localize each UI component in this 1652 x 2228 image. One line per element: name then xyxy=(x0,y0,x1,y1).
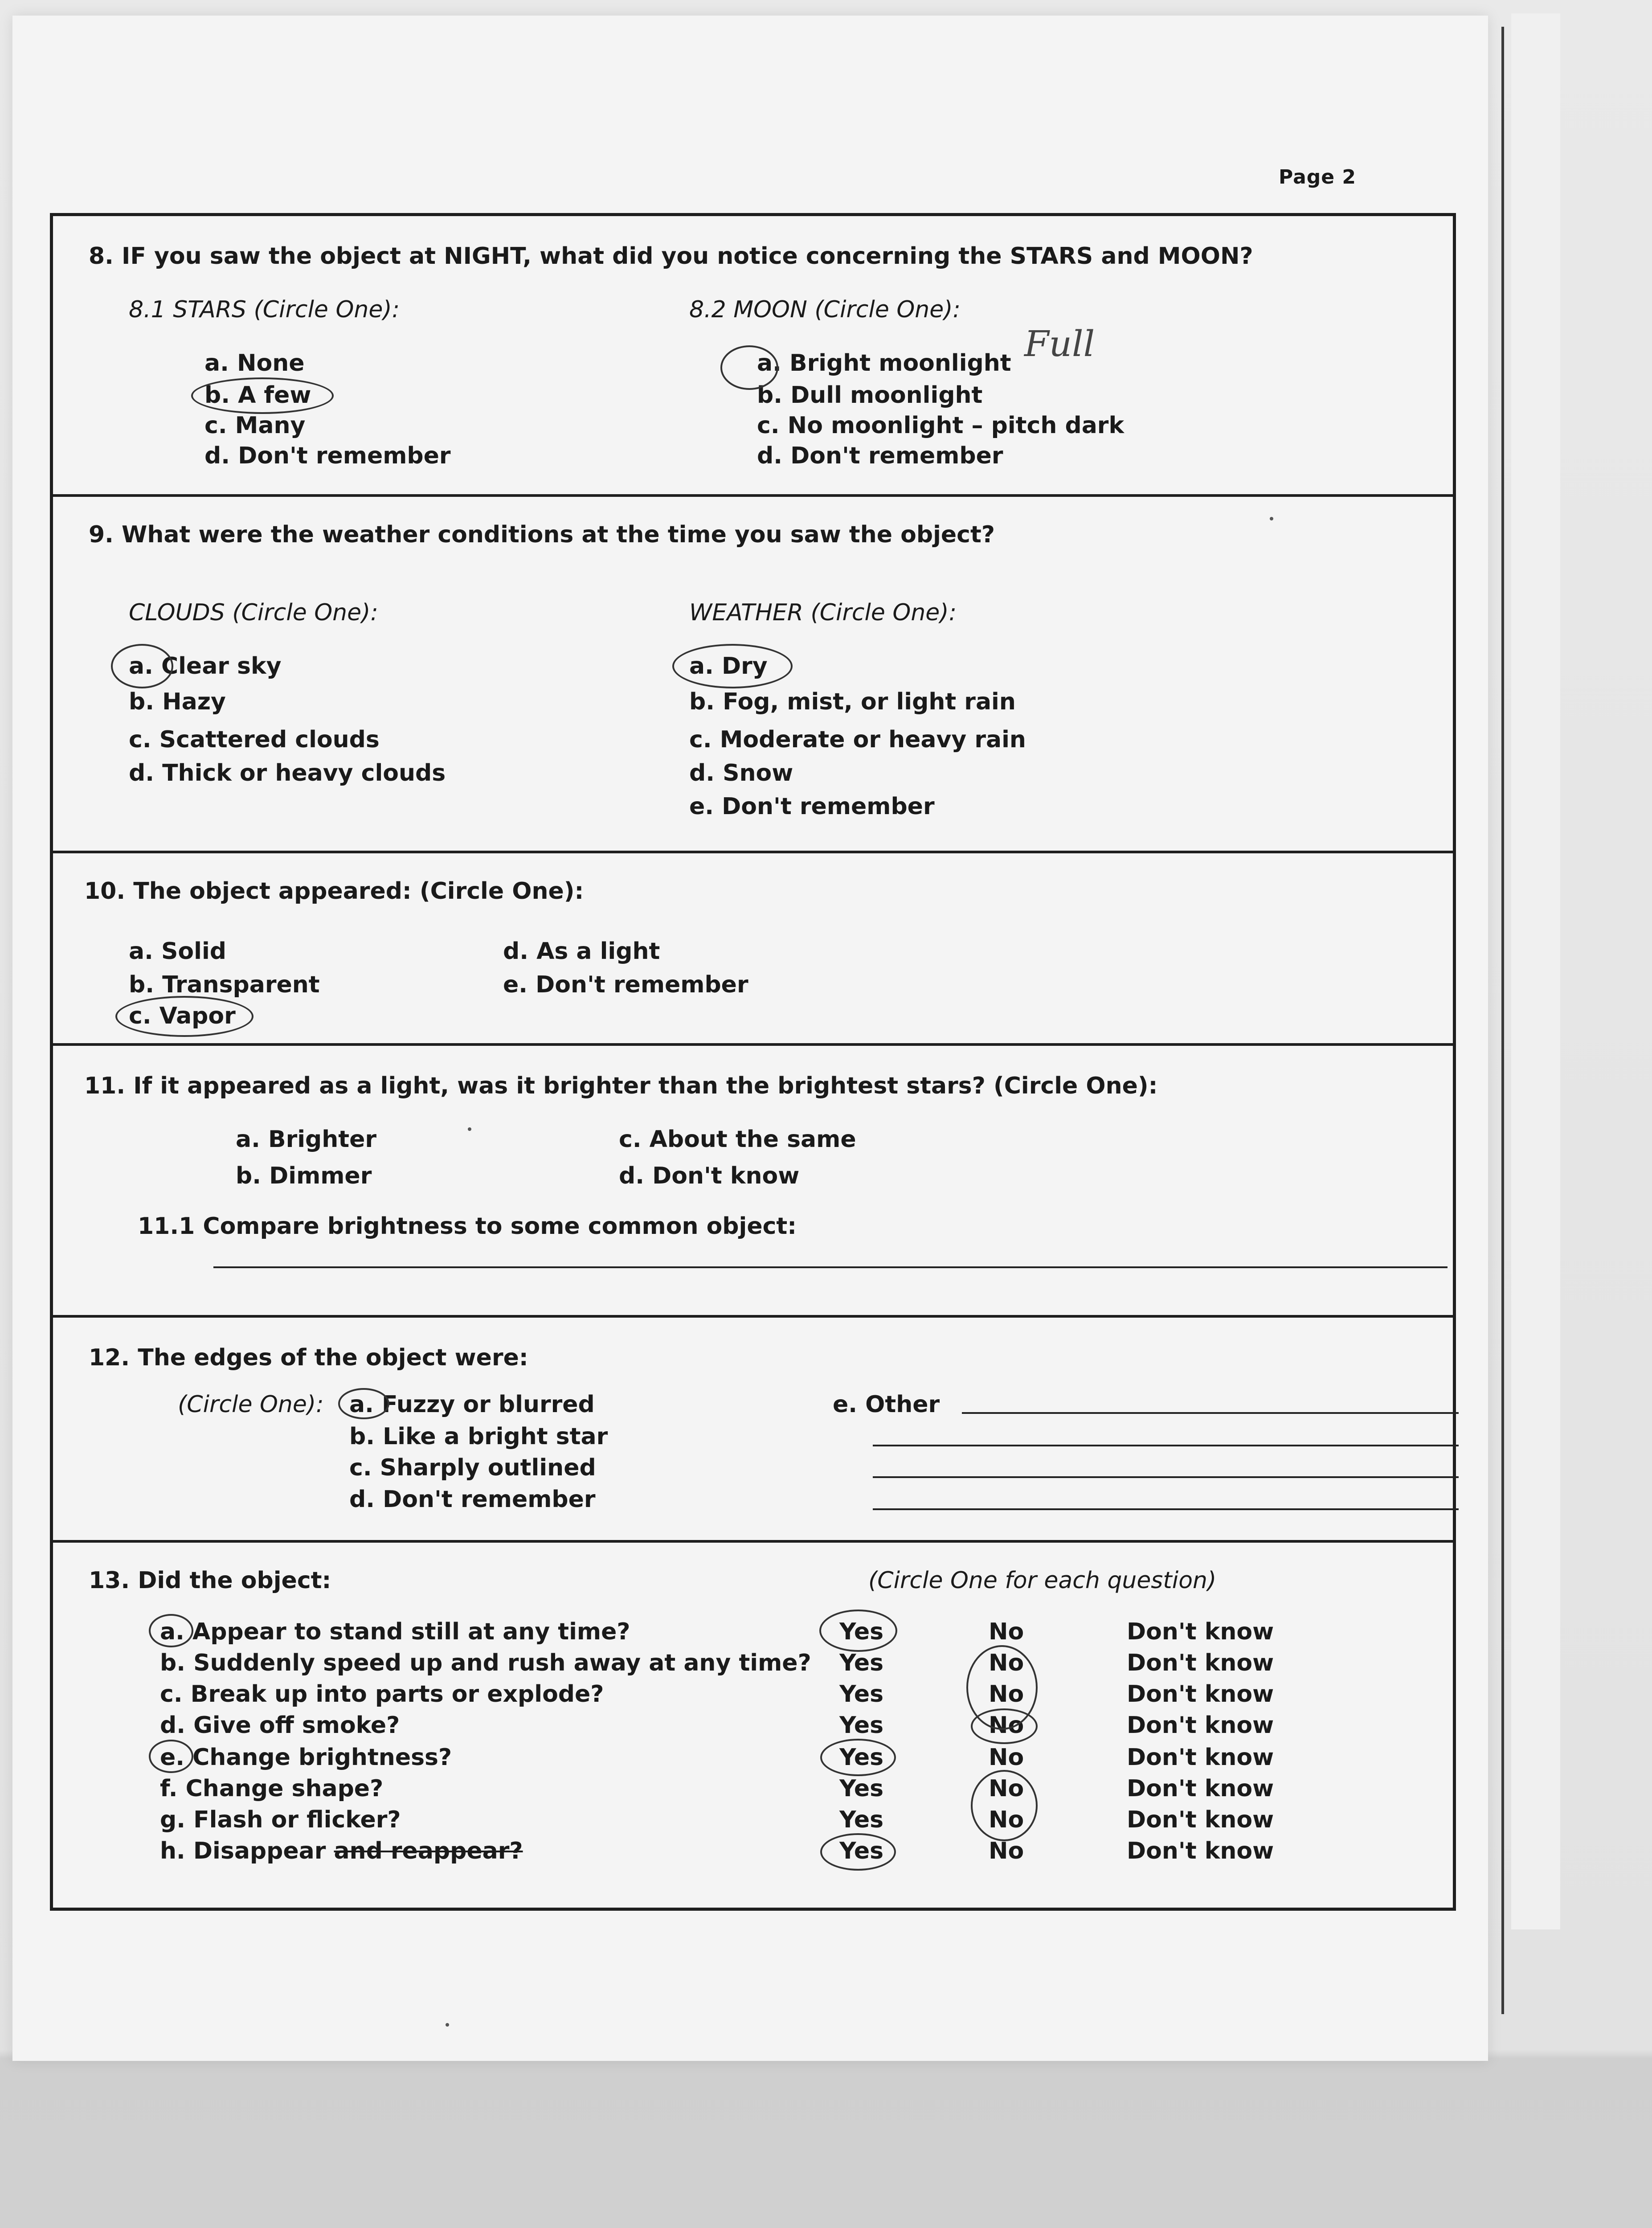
q12-option[interactable]: b. Like a bright star xyxy=(349,1423,608,1450)
handwritten-note: Full xyxy=(1024,323,1095,365)
clouds-selection-circle xyxy=(111,644,173,688)
q13-dont-know-option[interactable]: Don't know xyxy=(1127,1838,1274,1864)
q13-row-e-item-circle xyxy=(149,1740,193,1773)
q12-option[interactable]: c. Sharply outlined xyxy=(349,1454,596,1481)
weather-option[interactable]: a. Dry xyxy=(689,653,768,680)
q13-row-e-yes-circle xyxy=(820,1739,896,1776)
q12-option[interactable]: a. Fuzzy or blurred xyxy=(349,1391,595,1418)
q13-row-item: e. Change brightness? xyxy=(160,1744,452,1771)
q13-yes-option[interactable]: Yes xyxy=(839,1618,884,1645)
q12-selection-circle xyxy=(338,1388,389,1419)
q13-no-option[interactable]: No xyxy=(989,1618,1024,1645)
q11-option[interactable]: b. Dimmer xyxy=(236,1163,372,1189)
moon-selection-circle xyxy=(720,345,778,390)
stars-option[interactable]: b. A few xyxy=(204,382,311,409)
q11-question: 11. If it appeared as a light, was it brighter than the brightest stars? (Circle One): xyxy=(84,1073,1158,1099)
weather-option[interactable]: e. Don't remember xyxy=(689,793,935,820)
section-q12 xyxy=(53,1318,1453,1543)
q13-dont-know-option[interactable]: Don't know xyxy=(1127,1618,1274,1645)
q13-no-option[interactable]: No xyxy=(989,1681,1024,1708)
q11-subquestion: 11.1 Compare brightness to some common object: xyxy=(138,1213,797,1240)
q8-moon-label: 8.2 MOON (Circle One): xyxy=(689,296,961,323)
q9-weather-label: WEATHER (Circle One): xyxy=(689,599,957,626)
questionnaire-form xyxy=(50,213,1456,1911)
q12-circle-label: (Circle One): xyxy=(178,1391,324,1418)
weather-option[interactable]: d. Snow xyxy=(689,760,793,786)
q11-option[interactable]: a. Brighter xyxy=(236,1126,377,1153)
q13-row-item: g. Flash or flicker? xyxy=(160,1806,401,1833)
section-q9 xyxy=(53,497,1453,853)
q13-dont-know-option[interactable]: Don't know xyxy=(1127,1775,1274,1802)
moon-option[interactable]: c. No moonlight – pitch dark xyxy=(757,412,1125,439)
q13-row-item-main: h. Disappear xyxy=(160,1838,326,1864)
q13-no-option[interactable]: No xyxy=(989,1650,1024,1676)
weather-option[interactable]: c. Moderate or heavy rain xyxy=(689,726,1026,753)
q13-dont-know-option[interactable]: Don't know xyxy=(1127,1744,1274,1771)
q9-question: 9. What were the weather conditions at the time you saw the object? xyxy=(89,521,995,548)
adjacent-page-strip xyxy=(1511,13,1560,1929)
q13-no-option[interactable]: No xyxy=(989,1712,1024,1739)
moon-option[interactable]: d. Don't remember xyxy=(757,442,1003,469)
q11-option[interactable]: c. About the same xyxy=(619,1126,856,1153)
q10-option[interactable]: b. Transparent xyxy=(129,971,320,998)
stars-selection-circle xyxy=(191,377,334,414)
q13-no-option[interactable]: No xyxy=(989,1744,1024,1771)
q13-question: 13. Did the object: xyxy=(89,1567,331,1594)
q8-stars-label: 8.1 STARS (Circle One): xyxy=(129,296,400,323)
q13-row-item xyxy=(160,1838,523,1864)
section-q10 xyxy=(53,853,1453,1046)
stars-option[interactable]: a. None xyxy=(204,350,305,377)
scan-speck xyxy=(1270,517,1273,520)
q13-yes-option[interactable]: Yes xyxy=(839,1806,884,1833)
scan-speck xyxy=(446,2023,449,2027)
section-q8 xyxy=(53,216,1453,497)
stars-option[interactable]: c. Many xyxy=(204,412,306,439)
other-answer-line[interactable] xyxy=(873,1476,1459,1478)
q13-row-item: f. Change shape? xyxy=(160,1775,384,1802)
section-q11 xyxy=(53,1046,1453,1318)
sheet-right-edge xyxy=(1501,27,1504,2014)
page-number: Page 2 xyxy=(1279,166,1357,188)
q13-yes-option[interactable]: Yes xyxy=(839,1650,884,1676)
q10-option[interactable]: e. Don't remember xyxy=(503,971,748,998)
weather-selection-circle xyxy=(672,644,793,688)
other-answer-line[interactable] xyxy=(873,1508,1459,1510)
stars-option[interactable]: d. Don't remember xyxy=(204,442,451,469)
clouds-option[interactable]: d. Thick or heavy clouds xyxy=(129,760,446,786)
q13-yes-option[interactable]: Yes xyxy=(839,1838,884,1864)
clouds-option[interactable]: c. Scattered clouds xyxy=(129,726,380,753)
q10-option[interactable]: c. Vapor xyxy=(129,1003,236,1029)
q13-yes-option[interactable]: Yes xyxy=(839,1712,884,1739)
clouds-option[interactable]: b. Hazy xyxy=(129,688,226,715)
q13-instruction: (Circle One for each question) xyxy=(868,1567,1217,1594)
brightness-answer-line[interactable] xyxy=(213,1266,1448,1268)
q13-no-option[interactable]: No xyxy=(989,1806,1024,1833)
q10-option[interactable]: a. Solid xyxy=(129,938,226,965)
other-answer-line[interactable] xyxy=(873,1445,1459,1446)
q13-yes-option[interactable]: Yes xyxy=(839,1681,884,1708)
q10-option[interactable]: d. As a light xyxy=(503,938,660,965)
q13-row-item-struck: and reappear? xyxy=(334,1838,523,1864)
other-answer-line[interactable] xyxy=(962,1412,1459,1414)
q13-row-item: a. Appear to stand still at any time? xyxy=(160,1618,630,1645)
moon-option[interactable]: b. Dull moonlight xyxy=(757,382,983,409)
q13-row-item: c. Break up into parts or explode? xyxy=(160,1681,604,1708)
q13-dont-know-option[interactable]: Don't know xyxy=(1127,1681,1274,1708)
clouds-option[interactable]: a. Clear sky xyxy=(129,653,282,680)
scan-speck xyxy=(468,1127,471,1131)
q13-yes-option[interactable]: Yes xyxy=(839,1744,884,1771)
q8-question: 8. IF you saw the object at NIGHT, what did you notice concerning the STARS and MOON? xyxy=(89,243,1253,270)
weather-option[interactable]: b. Fog, mist, or light rain xyxy=(689,688,1016,715)
q13-yes-option[interactable]: Yes xyxy=(839,1775,884,1802)
q13-dont-know-option[interactable]: Don't know xyxy=(1127,1650,1274,1676)
q13-row-item: b. Suddenly speed up and rush away at any time? xyxy=(160,1650,811,1676)
q12-other-label: e. Other xyxy=(833,1391,940,1418)
q11-option[interactable]: d. Don't know xyxy=(619,1163,800,1189)
q13-dont-know-option[interactable]: Don't know xyxy=(1127,1806,1274,1833)
section-q13 xyxy=(53,1543,1453,1913)
q12-option[interactable]: d. Don't remember xyxy=(349,1486,596,1513)
moon-option[interactable]: a. Bright moonlight xyxy=(757,350,1011,377)
q13-row-h-yes-circle xyxy=(820,1833,896,1871)
q13-no-option[interactable]: No xyxy=(989,1775,1024,1802)
q13-dont-know-option[interactable]: Don't know xyxy=(1127,1712,1274,1739)
q12-question: 12. The edges of the object were: xyxy=(89,1344,528,1371)
q10-question: 10. The object appeared: (Circle One): xyxy=(84,878,584,905)
q13-row-fg-no-circle xyxy=(971,1770,1038,1841)
q13-no-option[interactable]: No xyxy=(989,1838,1024,1864)
q13-row-a-yes-circle xyxy=(819,1610,897,1652)
q13-row-d-no-circle xyxy=(971,1708,1038,1744)
q13-row-item: d. Give off smoke? xyxy=(160,1712,400,1739)
q13-row-a-item-circle xyxy=(149,1614,193,1647)
q10-selection-circle xyxy=(115,996,254,1037)
q9-clouds-label: CLOUDS (Circle One): xyxy=(129,599,378,626)
